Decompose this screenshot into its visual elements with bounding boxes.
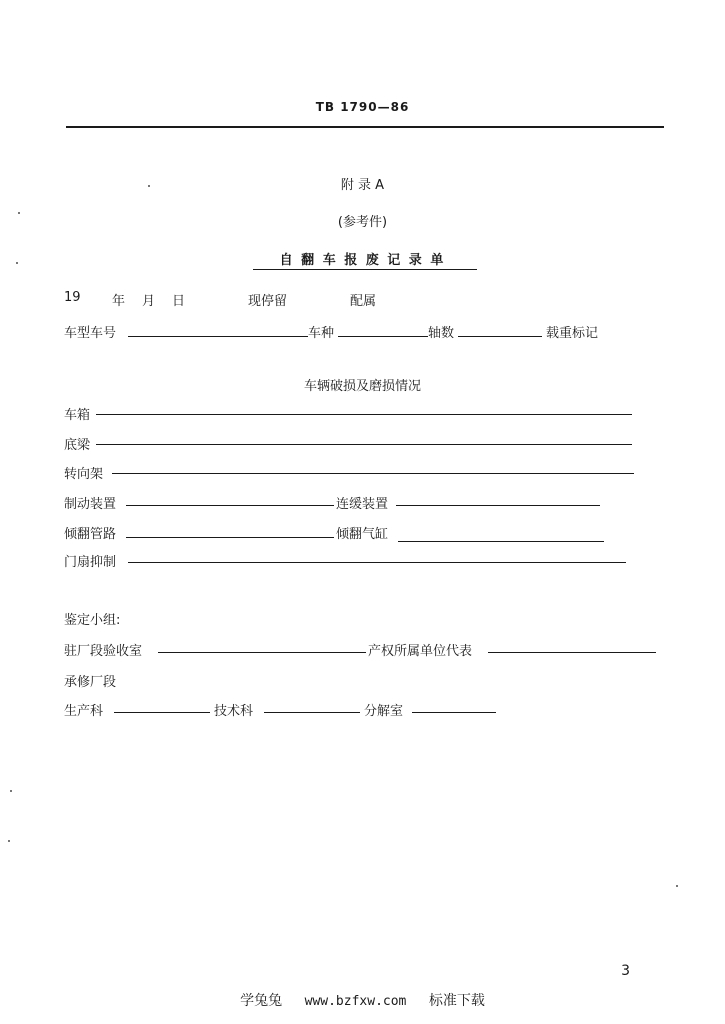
axle-count-label: 轴数 — [428, 326, 455, 341]
car-body-label: 车箱 — [64, 408, 91, 423]
year-prefix: 19 — [64, 290, 81, 305]
footer-url[interactable]: www.bzfxw.com — [304, 994, 407, 1009]
form-title-rule — [253, 269, 477, 270]
damage-section-title: 车辆破损及磨损情况 — [303, 379, 421, 394]
brake-line[interactable] — [126, 505, 334, 506]
day-unit: 日 — [172, 294, 186, 309]
depot-inspect-label: 驻厂段验收室 — [64, 644, 143, 659]
scan-speck — [16, 262, 18, 264]
scan-speck — [18, 212, 20, 214]
depot-inspect-line[interactable] — [158, 652, 366, 653]
car-kind-label: 车种 — [308, 326, 335, 341]
footer-site-name: 学兔兔 — [240, 993, 283, 1009]
owner-rep-label: 产权所属单位代表 — [368, 644, 473, 659]
current-location-label: 现停留 — [248, 294, 288, 309]
assigned-depot-label: 配属 — [350, 294, 377, 309]
repair-depot-label: 承修厂段 — [64, 675, 117, 690]
model-number-label: 车型车号 — [64, 326, 117, 341]
tipping-cylinder-label: 倾翻气缸 — [336, 527, 389, 542]
owner-rep-line[interactable] — [488, 652, 656, 653]
dismantle-label: 分解室 — [364, 704, 404, 719]
header-rule — [66, 126, 664, 128]
technical-label: 技术科 — [214, 704, 254, 719]
model-number-line[interactable] — [128, 336, 308, 337]
underframe-line[interactable] — [96, 444, 632, 445]
month-unit: 月 — [142, 294, 156, 309]
appendix-note: (参考件) — [337, 215, 388, 230]
footer-tagline: 标准下载 — [428, 993, 485, 1009]
tipping-pipe-label: 倾翻管路 — [64, 527, 117, 542]
standard-number: TB 1790—86 — [315, 100, 410, 114]
car-kind-line[interactable] — [338, 336, 428, 337]
dismantle-line[interactable] — [412, 712, 496, 713]
technical-line[interactable] — [264, 712, 360, 713]
bogie-label: 转向架 — [64, 467, 104, 482]
coupler-label: 连缓装置 — [336, 497, 389, 512]
production-label: 生产科 — [64, 704, 104, 719]
brake-label: 制动装置 — [64, 497, 117, 512]
page-number: 3 — [621, 963, 630, 979]
tipping-cylinder-line[interactable] — [398, 541, 604, 542]
form-title: 自 翻 车 报 废 记 录 单 — [279, 253, 446, 268]
scan-speck — [148, 185, 150, 187]
door-stop-label: 门扇抑制 — [64, 555, 117, 570]
bogie-line[interactable] — [112, 473, 634, 474]
production-line[interactable] — [114, 712, 210, 713]
committee-title: 鉴定小组: — [64, 613, 121, 628]
underframe-label: 底梁 — [64, 438, 91, 453]
scan-speck — [10, 790, 12, 792]
coupler-line[interactable] — [396, 505, 600, 506]
tipping-pipe-line[interactable] — [126, 537, 334, 538]
footer — [0, 990, 725, 1010]
appendix-title: 附 录 A — [340, 178, 385, 193]
scan-speck — [8, 840, 10, 842]
car-body-line[interactable] — [96, 414, 632, 415]
scan-speck — [676, 885, 678, 887]
door-stop-line[interactable] — [128, 562, 626, 563]
year-unit: 年 — [112, 294, 126, 309]
load-mark-label: 载重标记 — [546, 326, 599, 341]
axle-count-line[interactable] — [458, 336, 542, 337]
